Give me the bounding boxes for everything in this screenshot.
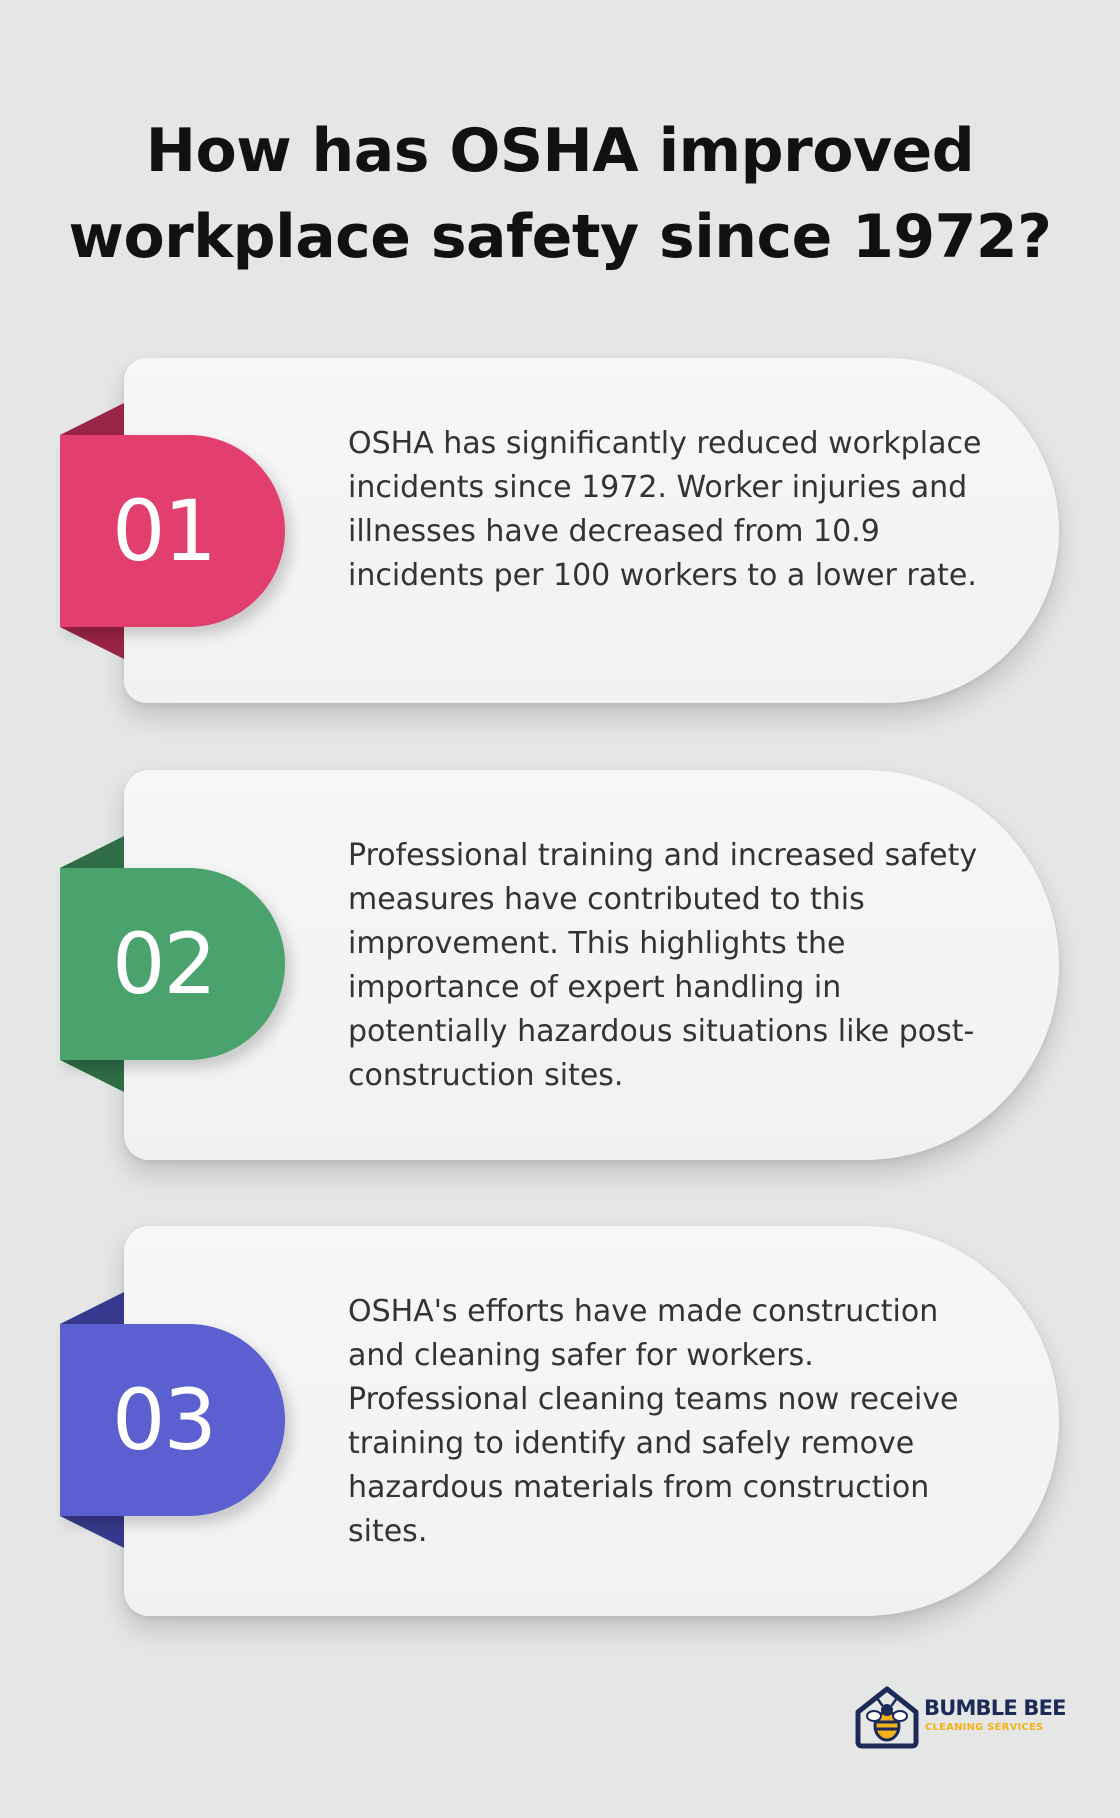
info-card-1-text: OSHA has significantly reduced workplace incidents since 1972. Worker injuries and illnesses have decreased from 10.9 incidents per 100 workers to a lower rate.: [348, 426, 982, 593]
number-badge-3-tab: [60, 1324, 285, 1516]
number-badge-2: [60, 836, 285, 1096]
ribbon-fold-top: [60, 1292, 124, 1324]
page-title-line-1: How has OSHA improved: [145, 116, 975, 186]
number-badge-2-tab: [60, 868, 285, 1060]
number-badge-3-label: 03: [112, 1371, 215, 1469]
brand-logo: [852, 1684, 1066, 1750]
ribbon-fold-bottom: [60, 627, 124, 659]
page-title: [0, 108, 1120, 280]
brand-name: BUMBLE BEE: [924, 1696, 1066, 1720]
ribbon-fold-top: [60, 836, 124, 868]
number-badge-2-label: 02: [112, 915, 215, 1013]
number-badge-1-label: 01: [112, 482, 215, 580]
bee-house-icon: [852, 1684, 922, 1750]
number-badge-1: [60, 403, 285, 663]
ribbon-fold-bottom: [60, 1060, 124, 1092]
ribbon-fold-top: [60, 403, 124, 435]
info-card-2-text: Professional training and increased safety measures have contributed to this improvement. This highlights the importance of expert handling in potentially hazardous situations like post-construction sites.: [348, 838, 978, 1093]
page-title-line-2: workplace safety since 1972?: [68, 202, 1052, 272]
number-badge-1-tab: [60, 435, 285, 627]
info-card-3-text: OSHA's efforts have made construction and cleaning safer for workers. Professional cleaning teams now receive training to identify and safely remove hazardous materials from construction sites.: [348, 1294, 959, 1549]
ribbon-fold-bottom: [60, 1516, 124, 1548]
brand-subtitle: CLEANING SERVICES: [925, 1722, 1044, 1733]
number-badge-3: [60, 1292, 285, 1552]
